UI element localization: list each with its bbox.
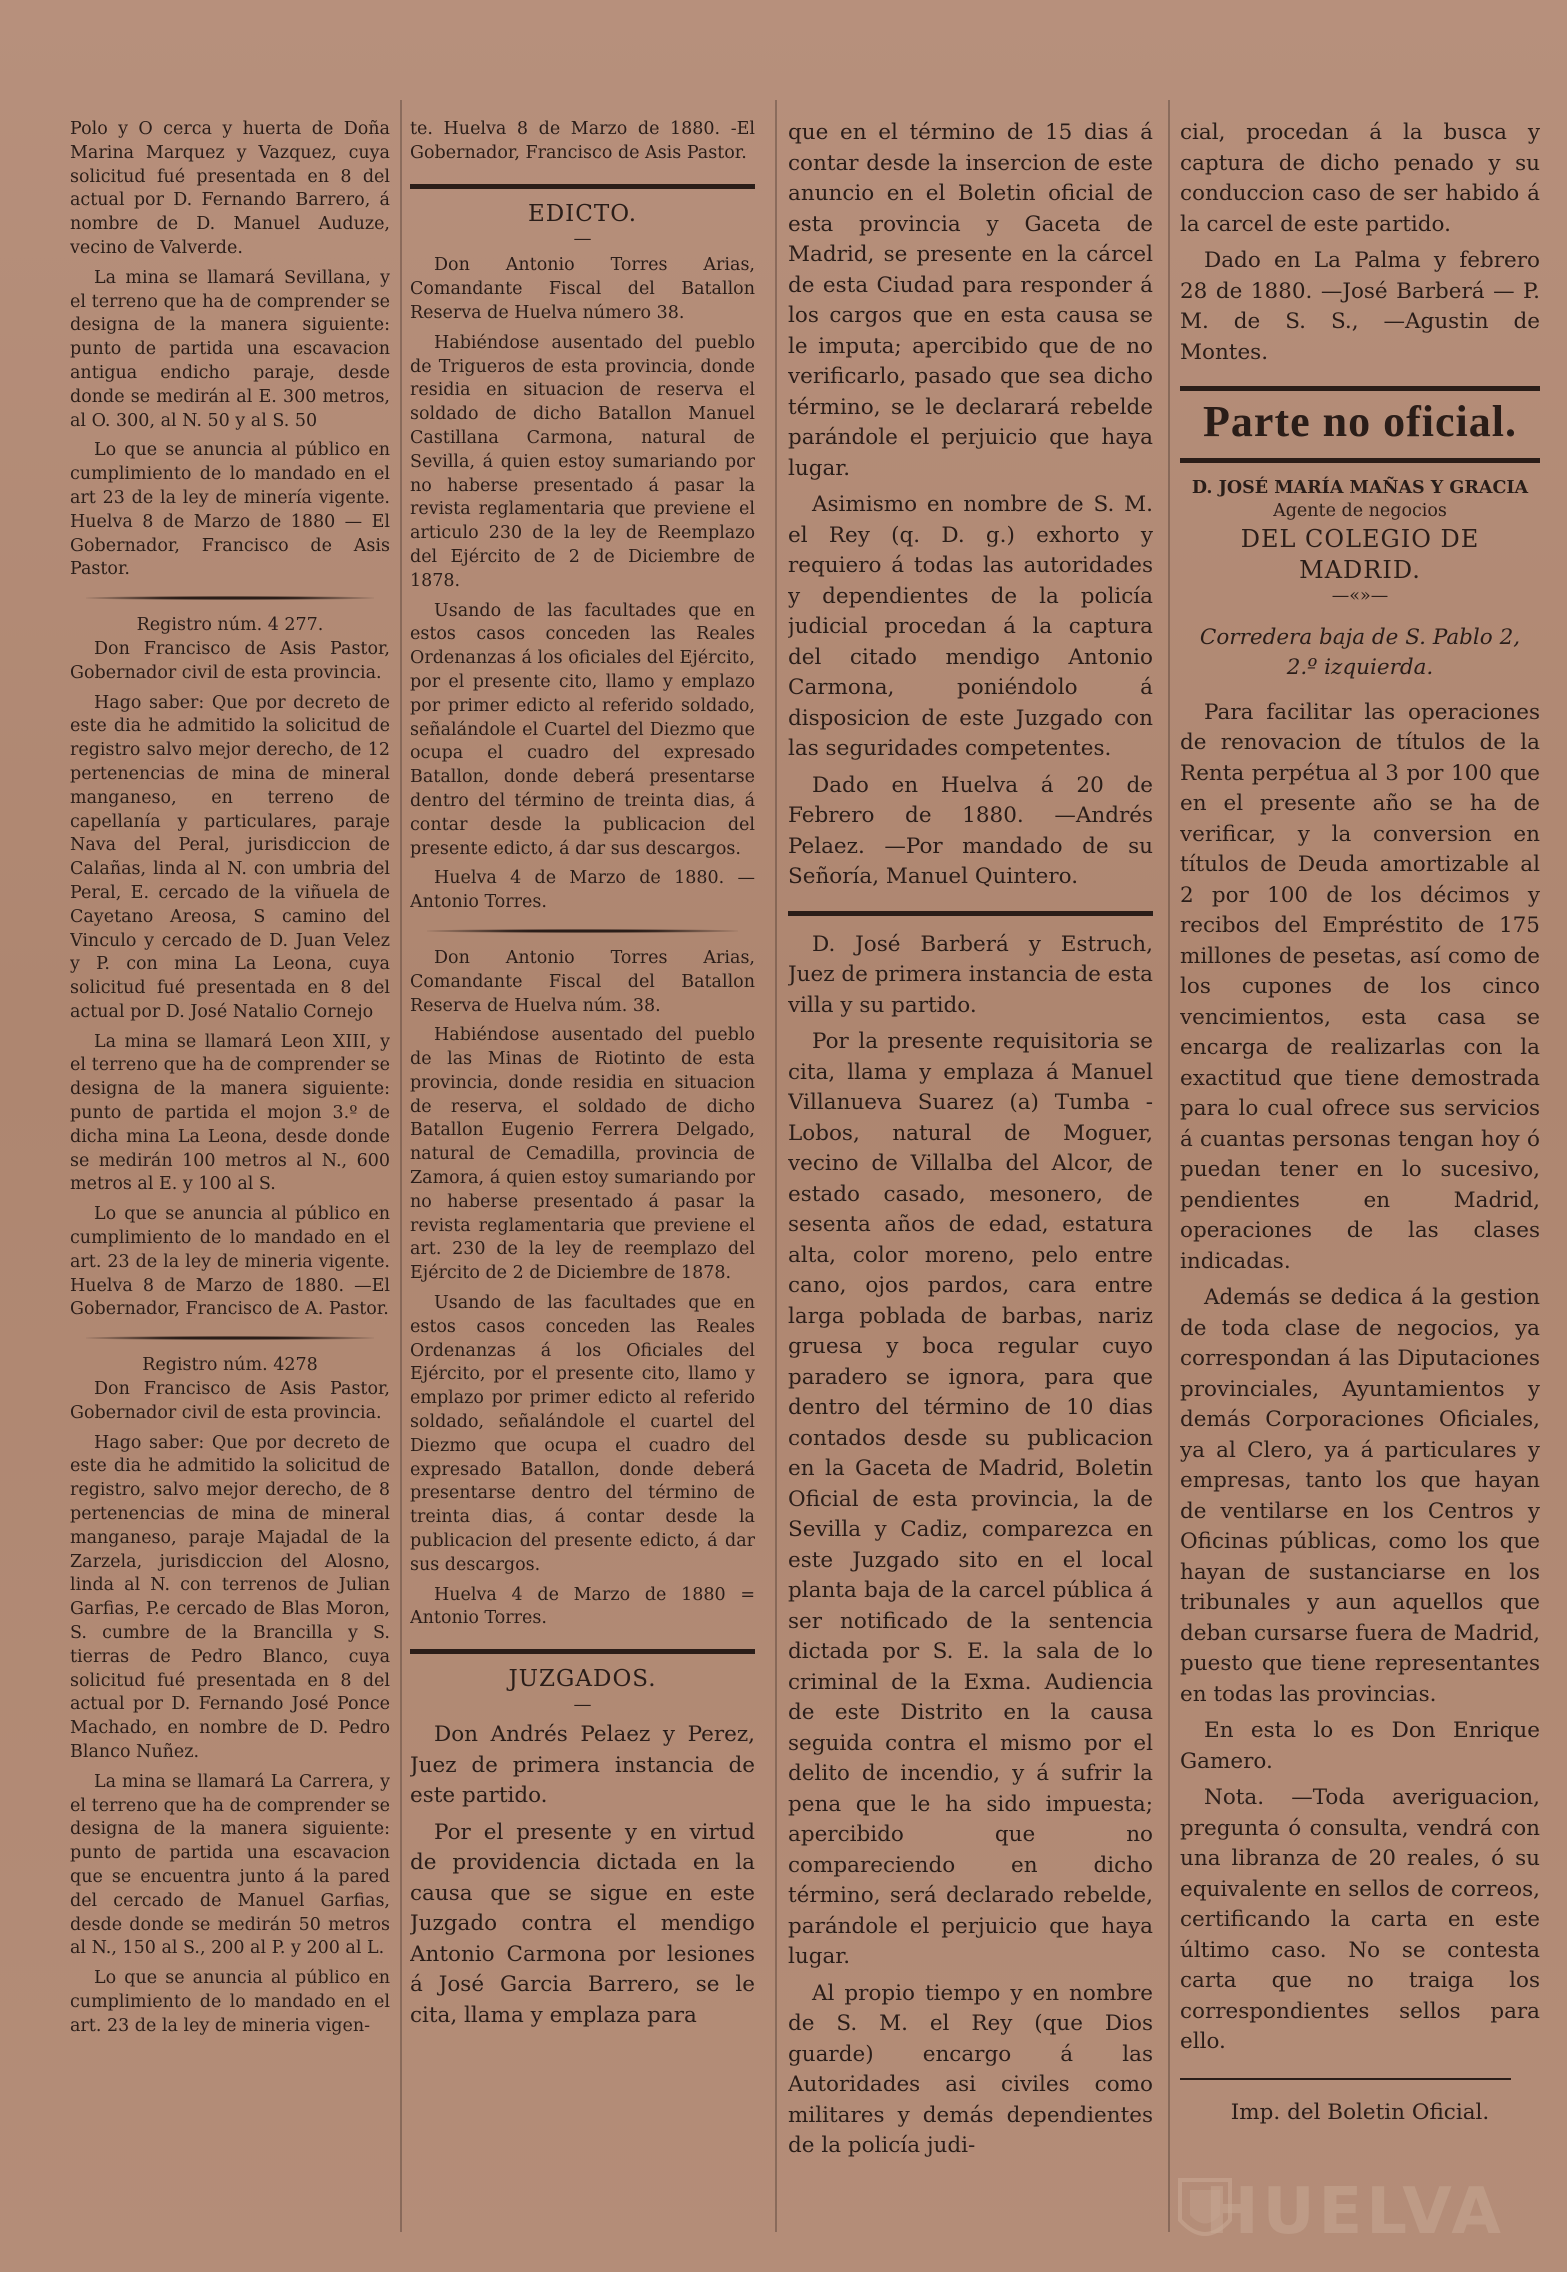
- ornament: —«»—: [1331, 586, 1389, 607]
- paragraph: Para facilitar las operaciones de renovacion de títulos de la Renta perpétua al 3 por 100 que en el presente año se ha de verificar, y la conversion en títulos de Deuda amortizable al 2 por 100 de los décimos y recibos del Empréstito de 175 millones de pesetas, así como de los cupones de los cinco vencimientos, esta casa se encarga de realizarlas con la exactitud que tiene demostrada para lo cual ofrece sus servicios á cuantas personas tengan hoy ó puedan tener en lo sucesivo, pendientes en Madrid, operaciones de las clases indicadas.: [1180, 699, 1540, 1274]
- registro-title: Registro núm. 4 277.: [136, 615, 324, 636]
- column-2: [410, 118, 755, 2242]
- column-rule: [400, 100, 402, 2232]
- paragraph: Dado en Huelva á 20 de Febrero de 1880. —Andrés Pelaez. —Por mandado de su Señoría, Manuel Quintero.: [788, 772, 1153, 889]
- paragraph: Don Francisco de Asis Pastor, Gobernador civil de esta provincia.: [70, 638, 390, 683]
- agent-name: D. JOSÉ MARÍA MAÑAS Y GRACIA: [1191, 477, 1529, 498]
- section-heading: EDICTO.: [527, 200, 638, 227]
- paragraph: En esta lo es Don Enrique Gamero.: [1180, 1718, 1540, 1774]
- registro-title: Registro núm. 4278: [142, 1355, 318, 1376]
- paragraph: Don Andrés Pelaez y Perez, Juez de primera instancia de este partido.: [410, 1722, 755, 1809]
- agent-role: Agente de negocios: [1273, 501, 1447, 522]
- paragraph: Además se dedica á la gestion de toda clase de negocios, ya correspondan á las Diputaciones provinciales, Ayuntamientos y demás Corporaciones Oficiales, ya al Clero, ya á particulares y empresas, tanto los que hayan de ventilarse en los Centros y Oficinas públicas, como los que hayan de sustanciarse en los tribunales y aun aquellos que deban cursarse fuera de Madrid, puesto que tiene representantes en todas las provincias.: [1180, 1285, 1540, 1707]
- paragraph: Polo y O cerca y huerta de Doña Marina Marquez y Vazquez, cuya solicitud fué presentada en 8 del actual por D. Fernando Barrero, á nombre de D. Manuel Auduze, vecino de Valverde.: [70, 119, 390, 258]
- paragraph: Huelva 4 de Marzo de 1880 = Antonio Torres.: [410, 1584, 755, 1629]
- paragraph: Nota. —Toda averiguacion, pregunta ó consulta, vendrá con una libranza de 20 reales, ó su equivalente en sellos de correos, certificando la carta en este último caso. No se contesta carta que no traiga los correspondientes sellos para ello.: [1180, 1785, 1540, 2055]
- paragraph: te. Huelva 8 de Marzo de 1880. -El Gobernador, Francisco de Asis Pastor.: [410, 119, 755, 163]
- address-line: Corredera baja de S. Pablo 2,: [1199, 624, 1521, 650]
- paragraph: Usando de las facultades que en estos casos conceden las Reales Ordenanzas á los oficiales del Ejército, por el presente cito, llamo y emplazo por primer edicto al referido soldado, señalándole el Cuartel del Diezmo que ocupa el cuadro del expresado Batallon, donde deberá presentarse dentro del término de treinta dias, á contar desde la publicacion del presente edicto, á dar sus descargos.: [410, 600, 755, 859]
- column-3: [788, 118, 1153, 2242]
- column-rule: [775, 100, 777, 2232]
- paragraph: Huelva 4 de Marzo de 1880. — Antonio Torres.: [410, 868, 755, 913]
- paragraph: Dado en La Palma y febrero 28 de 1880. —José Barberá — P. M. de S. S., —Agustin de Montes.: [1180, 248, 1540, 365]
- paragraph: Hago saber: Que por decreto de este dia he admitido la solicitud de registro, salvo mejor derecho, de 8 pertenencias de mina de mineral manganeso, paraje Majadal de la Zarzela, jurisdiccion del Alosno, linda al N. con terrenos de Julian Garfias, P.e cercado de Blas Moron, S. cumbre de la Brancilla y S. tierras de Pedro Blanco, cuya solicitud fué presentada en 8 del actual por D. Fernando José Ponce Machado, en nombre de D. Pedro Blanco Nuñez.: [70, 1432, 390, 1762]
- paragraph: Por el presente y en virtud de providencia dictada en la causa que se sigue en este Juzgado contra el mendigo Antonio Carmona por lesiones á José Garcia Barrero, se le cita, llama y emplaza para: [410, 1819, 755, 2028]
- section-rule: [410, 1649, 755, 1654]
- paragraph: que en el término de 15 dias á contar desde la insercion de este anuncio en el Boletin oficial de esta provincia y Gaceta de Madrid, se presente en la cárcel de esta Ciudad para responder á los cargos que en esta causa se le imputa; apercibido que de no verificarlo, pasado que sea dicho término, se le declarará rebelde parándole el perjuicio que haya lugar.: [788, 120, 1153, 481]
- ornamental-rule: [86, 596, 374, 600]
- column-1: [70, 118, 390, 2242]
- paragraph: cial, procedan á la busca y captura de dicho penado y su conduccion caso de ser habido á la carcel de este partido.: [1180, 120, 1540, 237]
- section-rule: [410, 184, 755, 189]
- paragraph: La mina se llamará Sevillana, y el terreno que ha de comprender se designa de la manera siguiente: punto de partida una escavacion antigua endicho paraje, desde donde se medirán al E. 300 metros, al O. 300, al N. 50 y al S. 50: [70, 267, 390, 431]
- paragraph: Don Antonio Torres Arias, Comandante Fiscal del Batallon Reserva de Huelva núm. 38.: [410, 947, 755, 1016]
- paragraph: La mina se llamará Leon XIII, y el terreno que ha de comprender se designa de la manera siguiente: punto de partida el mojon 3.º de dicha mina La Leona, desde donde se medirán 100 metros al N., 600 metros al E. y 100 al S.: [70, 1031, 390, 1195]
- imprint: Imp. del Boletin Oficial.: [1230, 2099, 1490, 2125]
- section-rule: [788, 911, 1153, 916]
- agent-college: DEL COLEGIO DE MADRID.: [1240, 525, 1480, 584]
- address-line: 2.º izquierda.: [1286, 655, 1434, 681]
- paragraph: Lo que se anuncia al público en cumplimiento de lo mandado en el art 23 de la ley de minería vigente. Huelva 8 de Marzo de 1880 — El Gobernador, Francisco de Asis Pastor.: [70, 440, 390, 580]
- paragraph: Habiéndose ausentado del pueblo de las Minas de Riotinto de esta provincia, donde residia en situacion de reserva, el soldado de dicho Batallon Eugenio Ferrera Delgado, natural de Cemadilla, provincia de Zamora, á quien estoy sumariando por no haberse presentado á pasar la revista reglamentaria que previene el art. 230 de la ley de reemplazo del Ejército de 2 de Diciembre de 1878.: [410, 1025, 755, 1284]
- paragraph: Hago saber: Que por decreto de este dia he admitido la solicitud de registro salvo mejor derecho, de 12 pertenencias de mina de mineral manganeso, en terreno de capellanía y particulares, paraje Nava del Peral, jurisdiccion de Calañas, linda al N. con umbria del Peral, E. cercado de la viñuela de Cayetano Areosa, S camino del Vinculo y cercado de D. Juan Velez y P. con mina La Leona, cuya solicitud fué presentada en 8 del actual por D. José Natalio Cornejo: [70, 692, 390, 1022]
- section-rule: [1180, 386, 1540, 391]
- watermark-logo: HUELVA: [1205, 2175, 1505, 2249]
- column-rule: [1168, 100, 1170, 2232]
- ornamental-rule: [427, 929, 738, 933]
- section-heading: JUZGADOS.: [508, 1666, 657, 1693]
- dash-divider: —: [573, 1694, 592, 1716]
- section-title: Parte no oficial.: [1203, 397, 1517, 446]
- paragraph: Por la presente requisitoria se cita, llama y emplaza á Manuel Villanueva Suarez (a) Tumba - Lobos, natural de Moguer, vecino de Villalba del Alcor, de estado casado, mesonero, de sesenta años de edad, estatura alta, color moreno, pelo entre cano, ojos pardos, cara entre larga poblada de barbas, nariz gruesa y boca regular cuyo paradero se ignora, para que dentro del término de 10 dias contados desde su publicacion en la Gaceta de Madrid, Boletin Oficial de esta provincia, la de Sevilla y Cadiz, comparezca en este Juzgado sito en el local planta baja de la carcel pública á ser notificado de la sentencia dictada por S. E. la sala de lo criminal de la Exma. Audiencia de este Distrito en la causa seguida contra el mismo por el delito de incendio, y á sufrir la pena que le ha sido impuesta; apercibido que no compareciendo en dicho término, será declarado rebelde, parándole el perjuicio que haya lugar.: [788, 1029, 1153, 1969]
- paragraph: Asimismo en nombre de S. M. el Rey (q. D. g.) exhorto y requiero á todas las autoridades y dependientes de la policía judicial procedan á la captura del citado mendigo Antonio Carmona, poniéndolo á disposicion de este Juzgado con las seguridades competentes.: [788, 492, 1153, 761]
- column-4: [1180, 118, 1540, 2242]
- paragraph: D. José Barberá y Estruch, Juez de primera instancia de esta villa y su partido.: [788, 931, 1153, 1018]
- section-rule: [1180, 2078, 1511, 2080]
- dash-divider: —: [573, 228, 592, 250]
- section-rule: [1180, 458, 1540, 463]
- paragraph: Habiéndose ausentado del pueblo de Trigueros de esta provincia, donde residia en situacion de reserva el soldado de dicho Batallon Manuel Castillana Carmona, natural de Sevilla, á quien estoy sumariando por no haberse presentado á pasar la revista reglamentaria que previene el articulo 230 de la ley de Reemplazo del Ejército de 2 de Diciembre de 1878.: [410, 332, 755, 591]
- paragraph: Don Antonio Torres Arias, Comandante Fiscal del Batallon Reserva de Huelva número 38.: [410, 255, 755, 323]
- paragraph: Lo que se anuncia al público en cumplimiento de lo mandado en el art. 23 de la ley de mineria vigen-: [70, 1968, 390, 2036]
- paragraph: Usando de las facultades que en estos casos conceden las Reales Ordenanzas á los Oficiales del Ejército, por el presente cito, llamo y emplazo por primer edicto al referido soldado, señalándole el cuartel del Diezmo que ocupa el cuadro del expresado Batallon, donde deberá presentarse dentro del término de treinta dias, á contar desde la publicacion del presente edicto, á dar sus descargos.: [410, 1293, 755, 1575]
- paragraph: La mina se llamará La Carrera, y el terreno que ha de comprender se designa de la manera siguiente: punto de partida una escavacion que se encuentra junto á la pared del cercado de Manuel Garfias, desde donde se medirán 50 metros al N., 150 al S., 200 al P. y 200 al L.: [70, 1771, 390, 1959]
- paragraph: Al propio tiempo y en nombre de S. M. el Rey (que Dios guarde) encargo á las Autoridades asi civiles como militares y demás dependientes de la policía judi-: [788, 1980, 1153, 2158]
- paragraph: Lo que se anuncia al público en cumplimiento de lo mandado en el art. 23 de la ley de mineria vigente. Huelva 8 de Marzo de 1880. —El Gobernador, Francisco de A. Pastor.: [70, 1204, 390, 1320]
- paragraph: Don Francisco de Asis Pastor, Gobernador civil de esta provincia.: [70, 1379, 390, 1423]
- ornamental-rule: [86, 1336, 374, 1340]
